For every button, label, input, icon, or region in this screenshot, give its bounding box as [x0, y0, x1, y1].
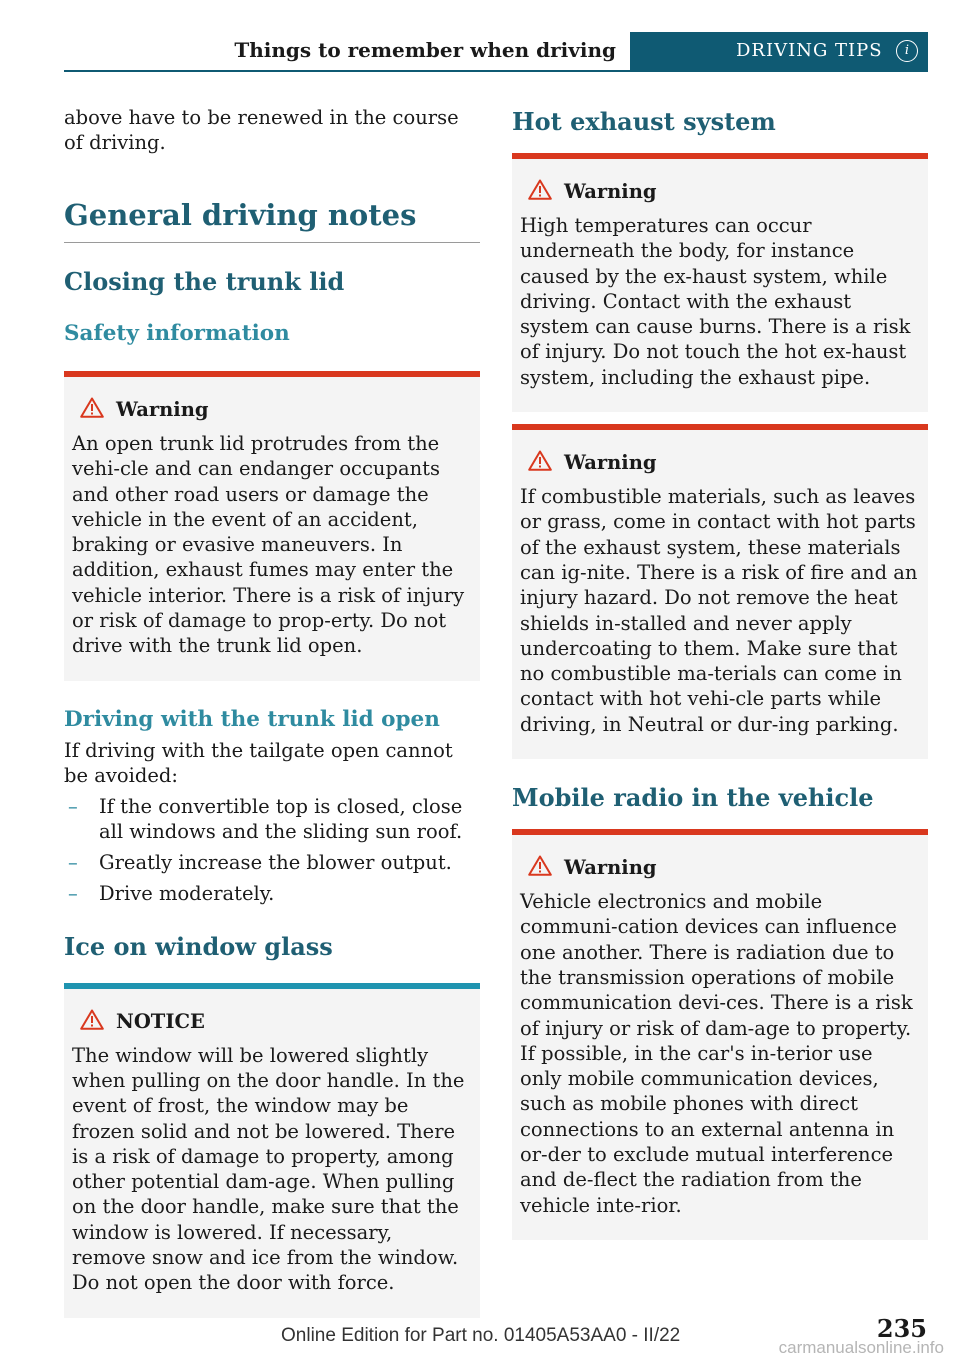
- watermark: carmanualsonline.info: [778, 1338, 944, 1357]
- driving-list: [64, 794, 480, 906]
- warning-title-text: Warning: [564, 451, 657, 475]
- warning-title: [72, 397, 472, 424]
- heading-safety-information: Safety information: [64, 321, 290, 346]
- warning-box-combustible: [512, 424, 928, 759]
- heading-closing-trunk-lid: Closing the trunk lid: [64, 267, 345, 296]
- warning-text: An open trunk lid protrudes from the vehi-cle and can endanger occupants and other road users or damage the vehicle in the event of an accident, braking or evasive maneuvers. In addition, exhaust fumes may enter the vehicle interior. There is a risk of injury or risk of damage to prop-erty. Do not drive with the trunk lid open.: [72, 432, 465, 658]
- right-column: [512, 105, 928, 1240]
- heading-hot-exhaust: Hot exhaust system: [512, 107, 776, 136]
- warning-text: Vehicle electronics and mobile communi-cation devices can influence one another. There is radiation due to the transmission operations of mobile communication devi-ces. There is a risk of injury or risk of dam-age to property. If possible, in the car's in-terior use only mobile communication devices, such as mobile phones with direct connections to an external antenna in or-der to exclude mutual interference and de-flect the radiation from the vehicle inte-rior.: [520, 890, 913, 1217]
- page-header: [64, 32, 928, 72]
- list-item: [64, 794, 480, 844]
- dash-bullet: –: [68, 794, 78, 818]
- edition-footer: Online Edition for Part no. 01405A53AA0 - II/22: [281, 1325, 681, 1346]
- dash-bullet: –: [68, 850, 78, 874]
- notice-title-text: NOTICE: [116, 1009, 205, 1033]
- warning-text: High temperatures can occur underneath the body, for instance caused by the ex-haust system, while driving. Contact with the exhaust system can cause burns. There is a risk of injury. Do not touch the hot ex-haust system, including the exhaust pipe.: [520, 214, 911, 389]
- page-number: 235: [876, 1314, 927, 1343]
- chapter-tab: [630, 32, 928, 72]
- list-item: [64, 881, 480, 906]
- warning-triangle-icon: [528, 855, 554, 882]
- info-icon: i: [896, 40, 918, 62]
- list-item-text: If the convertible top is closed, close all windows and the sliding sun roof.: [99, 794, 463, 843]
- header-rule: [64, 70, 928, 72]
- heading-ice-window-glass: Ice on window glass: [64, 931, 333, 961]
- heading-mobile-radio: Mobile radio in the vehicle: [512, 783, 874, 813]
- warning-title: [520, 179, 920, 206]
- notice-box-ice: [64, 983, 480, 1318]
- notice-title: [72, 1009, 472, 1036]
- notice-text: The window will be lowered slightly when pulling on the door handle. In the event of frost, the window may be frozen solid and not be lowered. There is a risk of damage to property, among other potential dam-age. When pulling on the door handle, make sure that the window is lowered. If necessary, remove snow and ice from the window. Do not open the door with force.: [72, 1043, 465, 1295]
- heading-general-driving-notes: General driving notes: [64, 198, 480, 243]
- intro-paragraph: above have to be renewed in the course of driving.: [64, 106, 459, 154]
- warning-box-exhaust-burns: [512, 153, 928, 412]
- list-item-text: Greatly increase the blower output.: [99, 850, 452, 874]
- list-item: [64, 850, 480, 875]
- warning-triangle-icon: [80, 397, 106, 424]
- warning-triangle-icon: [528, 450, 554, 477]
- left-column: [64, 105, 480, 1318]
- dash-bullet: –: [68, 881, 78, 905]
- warning-title: [520, 855, 920, 882]
- warning-text: If combustible materials, such as leaves or grass, come in contact with hot parts of the exhaust system, these materials can ig-nite. There is a risk of fire and an injury hazard. Do not remove the heat shields in-stalled and never apply undercoating to them. Make sure that no combustible ma-terials can come in contact with hot vehi-cle parts while driving, in Neutral or dur-ing parking.: [520, 485, 918, 736]
- warning-title-text: Warning: [564, 180, 657, 203]
- section-title: Things to remember when driving: [234, 38, 616, 62]
- list-item-text: Drive moderately.: [99, 881, 275, 905]
- chapter-label: DRIVING TIPS: [736, 40, 883, 61]
- warning-title: [520, 450, 920, 477]
- heading-driving-trunk-open: Driving with the trunk lid open: [64, 706, 440, 732]
- warning-box-trunk: [64, 371, 480, 681]
- warning-box-mobile-radio: [512, 829, 928, 1240]
- driving-paragraph: If driving with the tailgate open cannot be avoided:: [64, 738, 453, 787]
- warning-title-text: Warning: [564, 856, 657, 880]
- warning-triangle-icon: [528, 179, 554, 206]
- warning-triangle-icon: [80, 1009, 106, 1036]
- warning-title-text: Warning: [116, 398, 209, 421]
